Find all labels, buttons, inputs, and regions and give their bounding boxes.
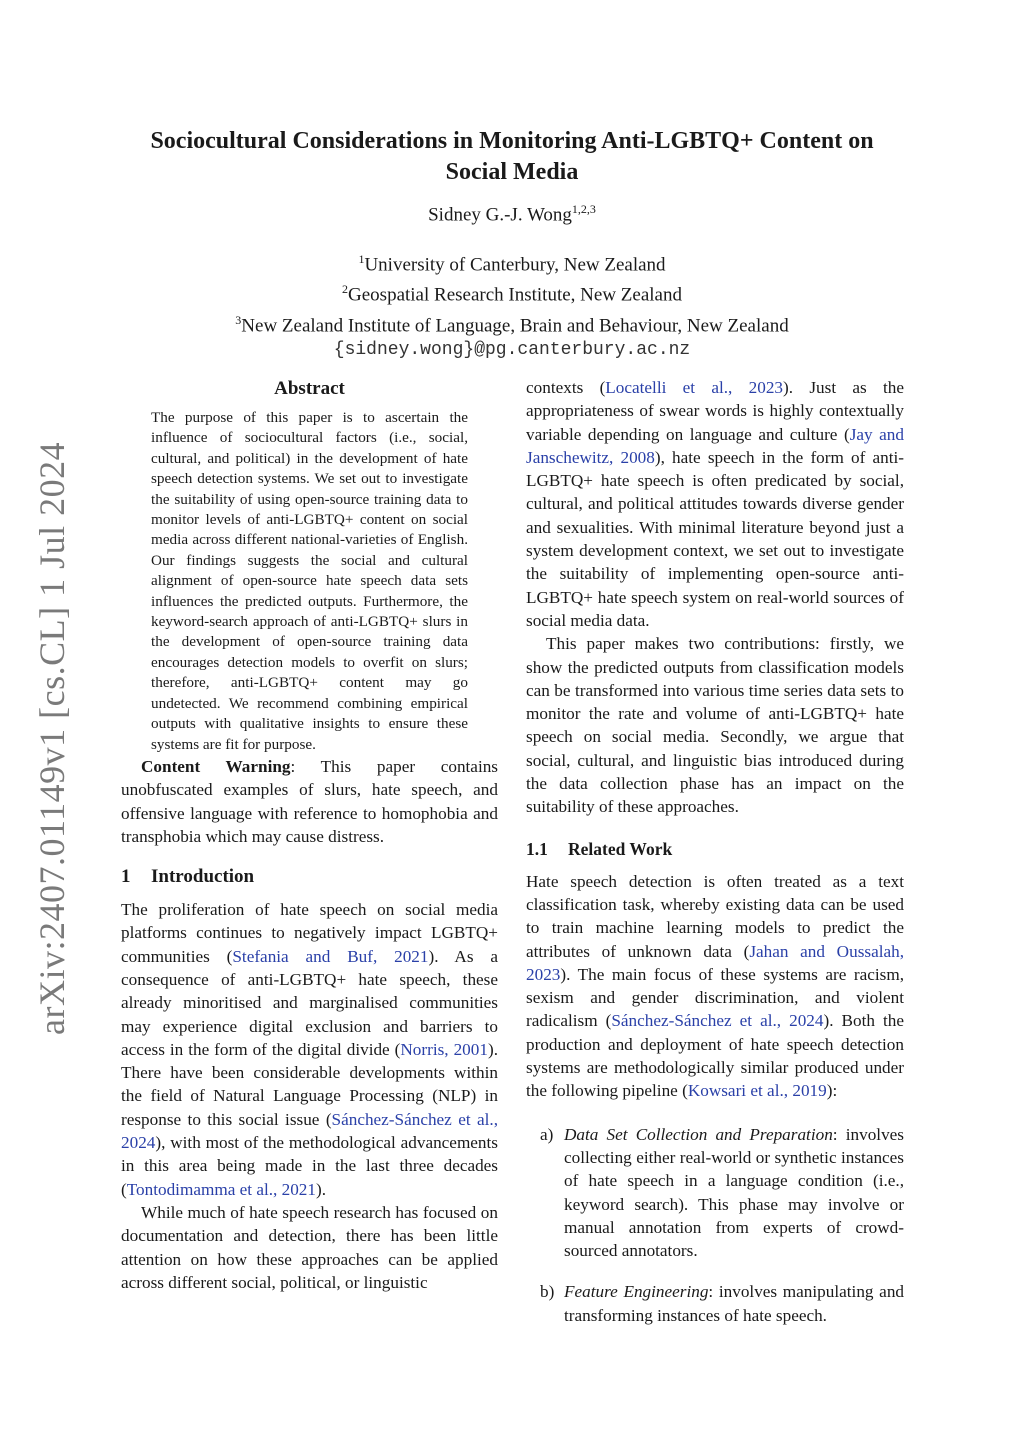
- list-item: a) Data Set Collection and Preparation: involves collecting either real-world or synthetic instances of hate speech in a language condition (i.e., keyword search). This phase may involve or manual annotation from experts of crowd-sourced annotators.: [540, 1124, 904, 1261]
- affiliation-1: $^1$University of Canterbury, New Zealand: [358, 252, 666, 276]
- intro-paragraph-4: This paper makes two contributions: firstly, we show the predicted outputs from classification models can be transformed into various time series data sets to monitor the rate and volume of anti-LGBTQ+ hate speech on social media. Secondly, we argue that social, cultural, and linguistic bias introduced during the data collection phase has an impact on the suitability of these approaches.: [526, 634, 904, 817]
- arxiv-identifier: arXiv:2407.01149v1 [cs.CL] 1 Jul 2024: [32, 441, 72, 1035]
- section-heading-related-work: 1.1 Related Work: [526, 838, 673, 859]
- section-heading-introduction: 1 Introduction: [121, 866, 255, 888]
- citation-link[interactable]: Kowsari et al., 2019: [687, 1081, 827, 1101]
- citation-link[interactable]: Jahan and Oussalah, 2023: [526, 941, 904, 984]
- author-affil-marks: 1,2,3: [571, 202, 596, 216]
- affiliations: [120, 247, 904, 362]
- content-warning: Content Warning: This paper contains unobfuscated examples of slurs, hate speech, and offensive language with reference to homophobia and transphobia which may cause distress.: [121, 756, 498, 846]
- related-paragraph-1: Hate speech detection is often treated as a text classification task, whereby existing data can be used to train machine learning models to predict the attributes of unknown data (Jahan and Oussalah, 2023). The main focus of these systems are racism, sexism and gender discrimination, and violent radicalism (Sánchez-Sánchez et al., 2024). Both the production and deployment of hate speech detection systems are methodologically similar produced under the following pipeline (Kowsari et al., 2019):: [526, 871, 904, 1101]
- affiliation-2: $^2$Geospatial Research Institute, New Zealand: [342, 282, 682, 306]
- author-name: Sidney G.-J. Wong: [428, 204, 572, 226]
- abstract-heading: Abstract: [274, 378, 345, 399]
- citation-link[interactable]: Sánchez-Sánchez et al., 2024: [121, 1109, 498, 1153]
- pipeline-list: [526, 1123, 904, 1327]
- right-column: [526, 376, 904, 1345]
- content-warning-label: Content Warning: [141, 756, 291, 776]
- intro-paragraph-3: contexts (Locatelli et al., 2023). Just as the appropriateness of swear words is highly contextually variable depending on language and culture (Jay and Janschewitz, 2008), hate speech in the form of anti-LGBTQ+ hate speech is often predicated by social, cultural, and political attitudes towards diverse gender and sexualities. With minimal literature beyond just a system development context, we set out to investigate the suitability of implementing open-source anti-LGBTQ+ hate speech system on real-world sources of social media data.: [526, 378, 904, 630]
- intro-paragraph-1: The proliferation of hate speech on social media platforms continues to negatively impact LGBTQ+ communities (Stefania and Buf, 2021). As a consequence of anti-LGBTQ+ hate speech, these already minoritised and marginalised communities may experience digital exclusion and barriers to access in the form of the digital divide (Norris, 2001). There have been considerable developments within the field of Natural Language Processing (NLP) in response to this social issue (Sánchez-Sánchez et al., 2024), with most of the methodological advancements in this area being made in the last three decades (Tontodimamma et al., 2021).: [121, 900, 498, 1199]
- affiliation-3: $^3$New Zealand Institute of Language, Brain and Behaviour, New Zealand: [235, 312, 789, 336]
- paper-title: Sociocultural Considerations in Monitoring Anti-LGBTQ+ Content on Social Media: [150, 128, 874, 185]
- list-item: b) Feature Engineering: involves manipulating and transforming instances of hate speech.: [540, 1282, 905, 1325]
- citation-link[interactable]: Stefania and Buf, 2021: [232, 946, 429, 966]
- abstract-text: The purpose of this paper is to ascertain the influence of sociocultural factors (i.e., social, cultural, and political) in the development of hate speech detection systems. We set out to investigate the suitability of using open-source training data to monitor levels of anti-LGBTQ+ content on social media across different national-varieties of English. Our findings suggests the social and cultural alignment of open-source hate speech data sets influences the predicted outputs. Furthermore, the keyword-search approach of anti-LGBTQ+ slurs in the development of open-source training data encourages detection models to overfit on slurs; therefore, anti-LGBTQ+ content may go undetected. We recommend combining empirical outputs with qualitative insights to ensure these systems are fit for purpose.: [151, 409, 468, 753]
- intro-paragraph-2: While much of hate speech research has focused on documentation and detection, there has been little attention on how these approaches can be applied across different social, political, or linguistic: [121, 1202, 498, 1292]
- author-email[interactable]: {sidney.wong}@pg.canterbury.ac.nz: [333, 339, 691, 360]
- citation-link[interactable]: Jay and Janschewitz, 2008: [526, 424, 904, 467]
- citation-link[interactable]: Locatelli et al., 2023: [605, 378, 784, 397]
- citation-link[interactable]: Tontodimamma et al., 2021: [126, 1179, 316, 1199]
- author-line: [120, 202, 904, 226]
- citation-link[interactable]: Norris, 2001: [400, 1039, 488, 1059]
- left-column: [121, 376, 498, 1294]
- citation-link[interactable]: Sánchez-Sánchez et al., 2024: [611, 1011, 824, 1031]
